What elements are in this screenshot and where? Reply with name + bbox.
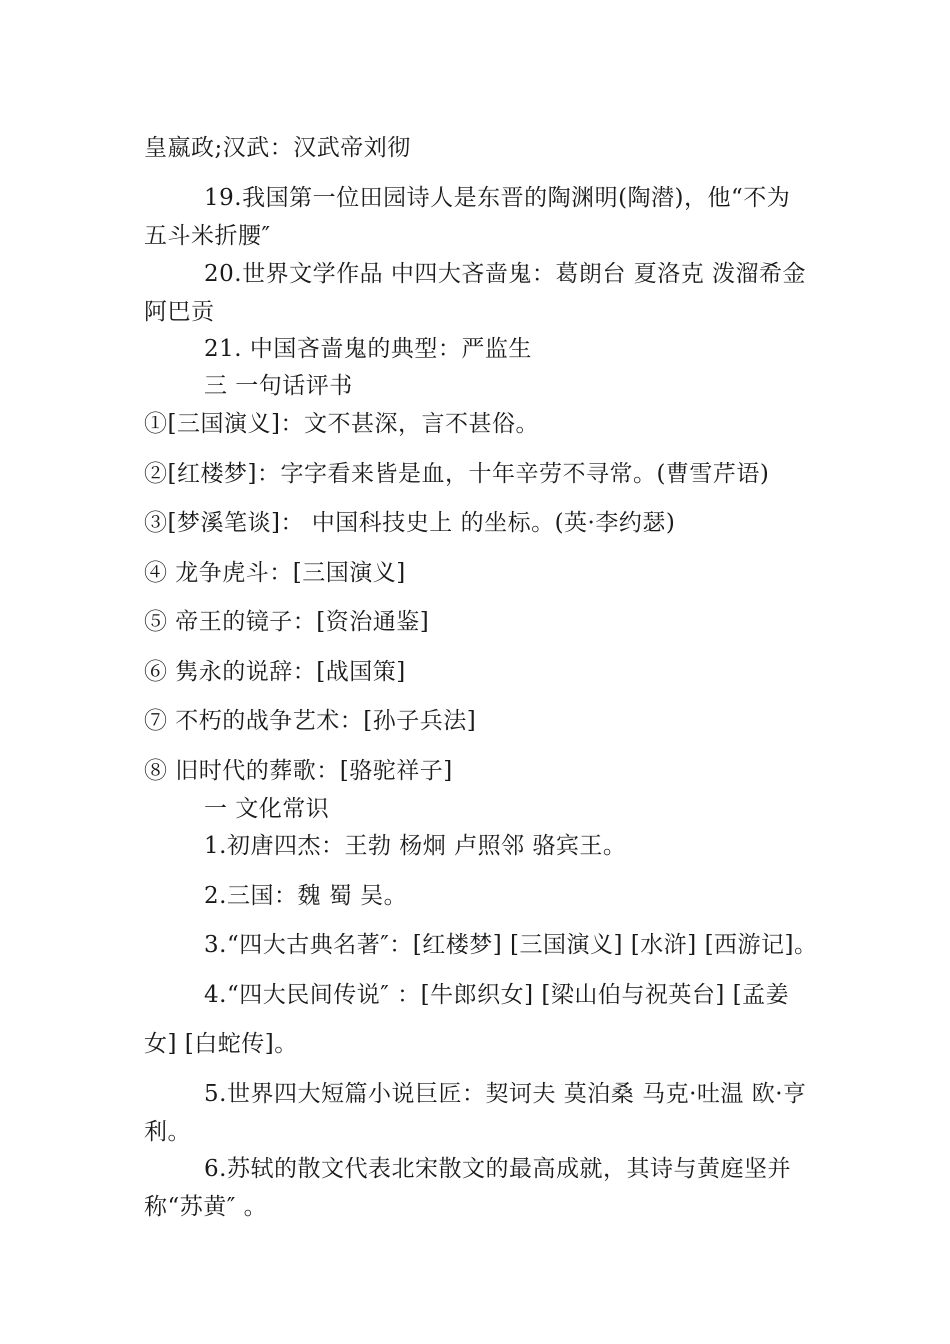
list-item: ③[梦溪笔谈]： 中国科技史上 的坐标。(英·李约瑟) bbox=[144, 510, 676, 536]
list-item: ⑤ 帝王的镜子：[资治通鉴] bbox=[144, 609, 430, 635]
list-item: 5.世界四大短篇小说巨匠：契诃夫 莫泊桑 马克·吐温 欧·亨 bbox=[204, 1081, 807, 1107]
list-item: 1.初唐四杰：王勃 杨炯 卢照邻 骆宾王。 bbox=[204, 833, 627, 859]
list-item: 2.三国：魏 蜀 吴。 bbox=[204, 883, 408, 909]
text-line: 19.我国第一位田园诗人是东晋的陶渊明(陶潜)，他“不为 bbox=[204, 185, 791, 211]
list-item: ②[红楼梦]：字字看来皆是血，十年辛劳不寻常。(曹雪芹语) bbox=[144, 461, 770, 487]
list-item: ⑥ 隽永的说辞：[战国策] bbox=[144, 659, 406, 685]
text-line: 称“苏黄″ 。 bbox=[144, 1194, 268, 1220]
text-line: 阿巴贡 bbox=[144, 299, 215, 325]
list-item: ⑦ 不朽的战争艺术：[孙子兵法] bbox=[144, 708, 477, 734]
list-item: 4.“四大民间传说″ ：[牛郎织女] [梁山伯与祝英台] [孟姜 bbox=[204, 982, 790, 1008]
text-line: 女] [白蛇传]。 bbox=[144, 1031, 298, 1057]
text-line: 20.世界文学作品 中四大吝啬鬼：葛朗台 夏洛克 泼溜希金 bbox=[204, 261, 807, 287]
text-line: 利。 bbox=[144, 1119, 191, 1145]
text-line: 21. 中国吝啬鬼的典型：严监生 bbox=[204, 336, 532, 362]
section-heading: 一 文化常识 bbox=[204, 796, 330, 822]
list-item: 3.“四大古典名著″：[红楼梦] [三国演义] [水浒] [西游记]。 bbox=[204, 932, 818, 958]
section-heading: 三 一句话评书 bbox=[204, 373, 353, 399]
list-item: ④ 龙争虎斗：[三国演义] bbox=[144, 560, 406, 586]
text-line: 五斗米折腰″ bbox=[144, 223, 271, 249]
list-item: 6.苏轼的散文代表北宋散文的最高成就，其诗与黄庭坚并 bbox=[204, 1156, 791, 1182]
text-line: 皇嬴政;汉武：汉武帝刘彻 bbox=[144, 135, 411, 161]
list-item: ①[三国演义]：文不甚深，言不甚俗。 bbox=[144, 411, 539, 437]
list-item: ⑧ 旧时代的葬歌：[骆驼祥子] bbox=[144, 758, 453, 784]
